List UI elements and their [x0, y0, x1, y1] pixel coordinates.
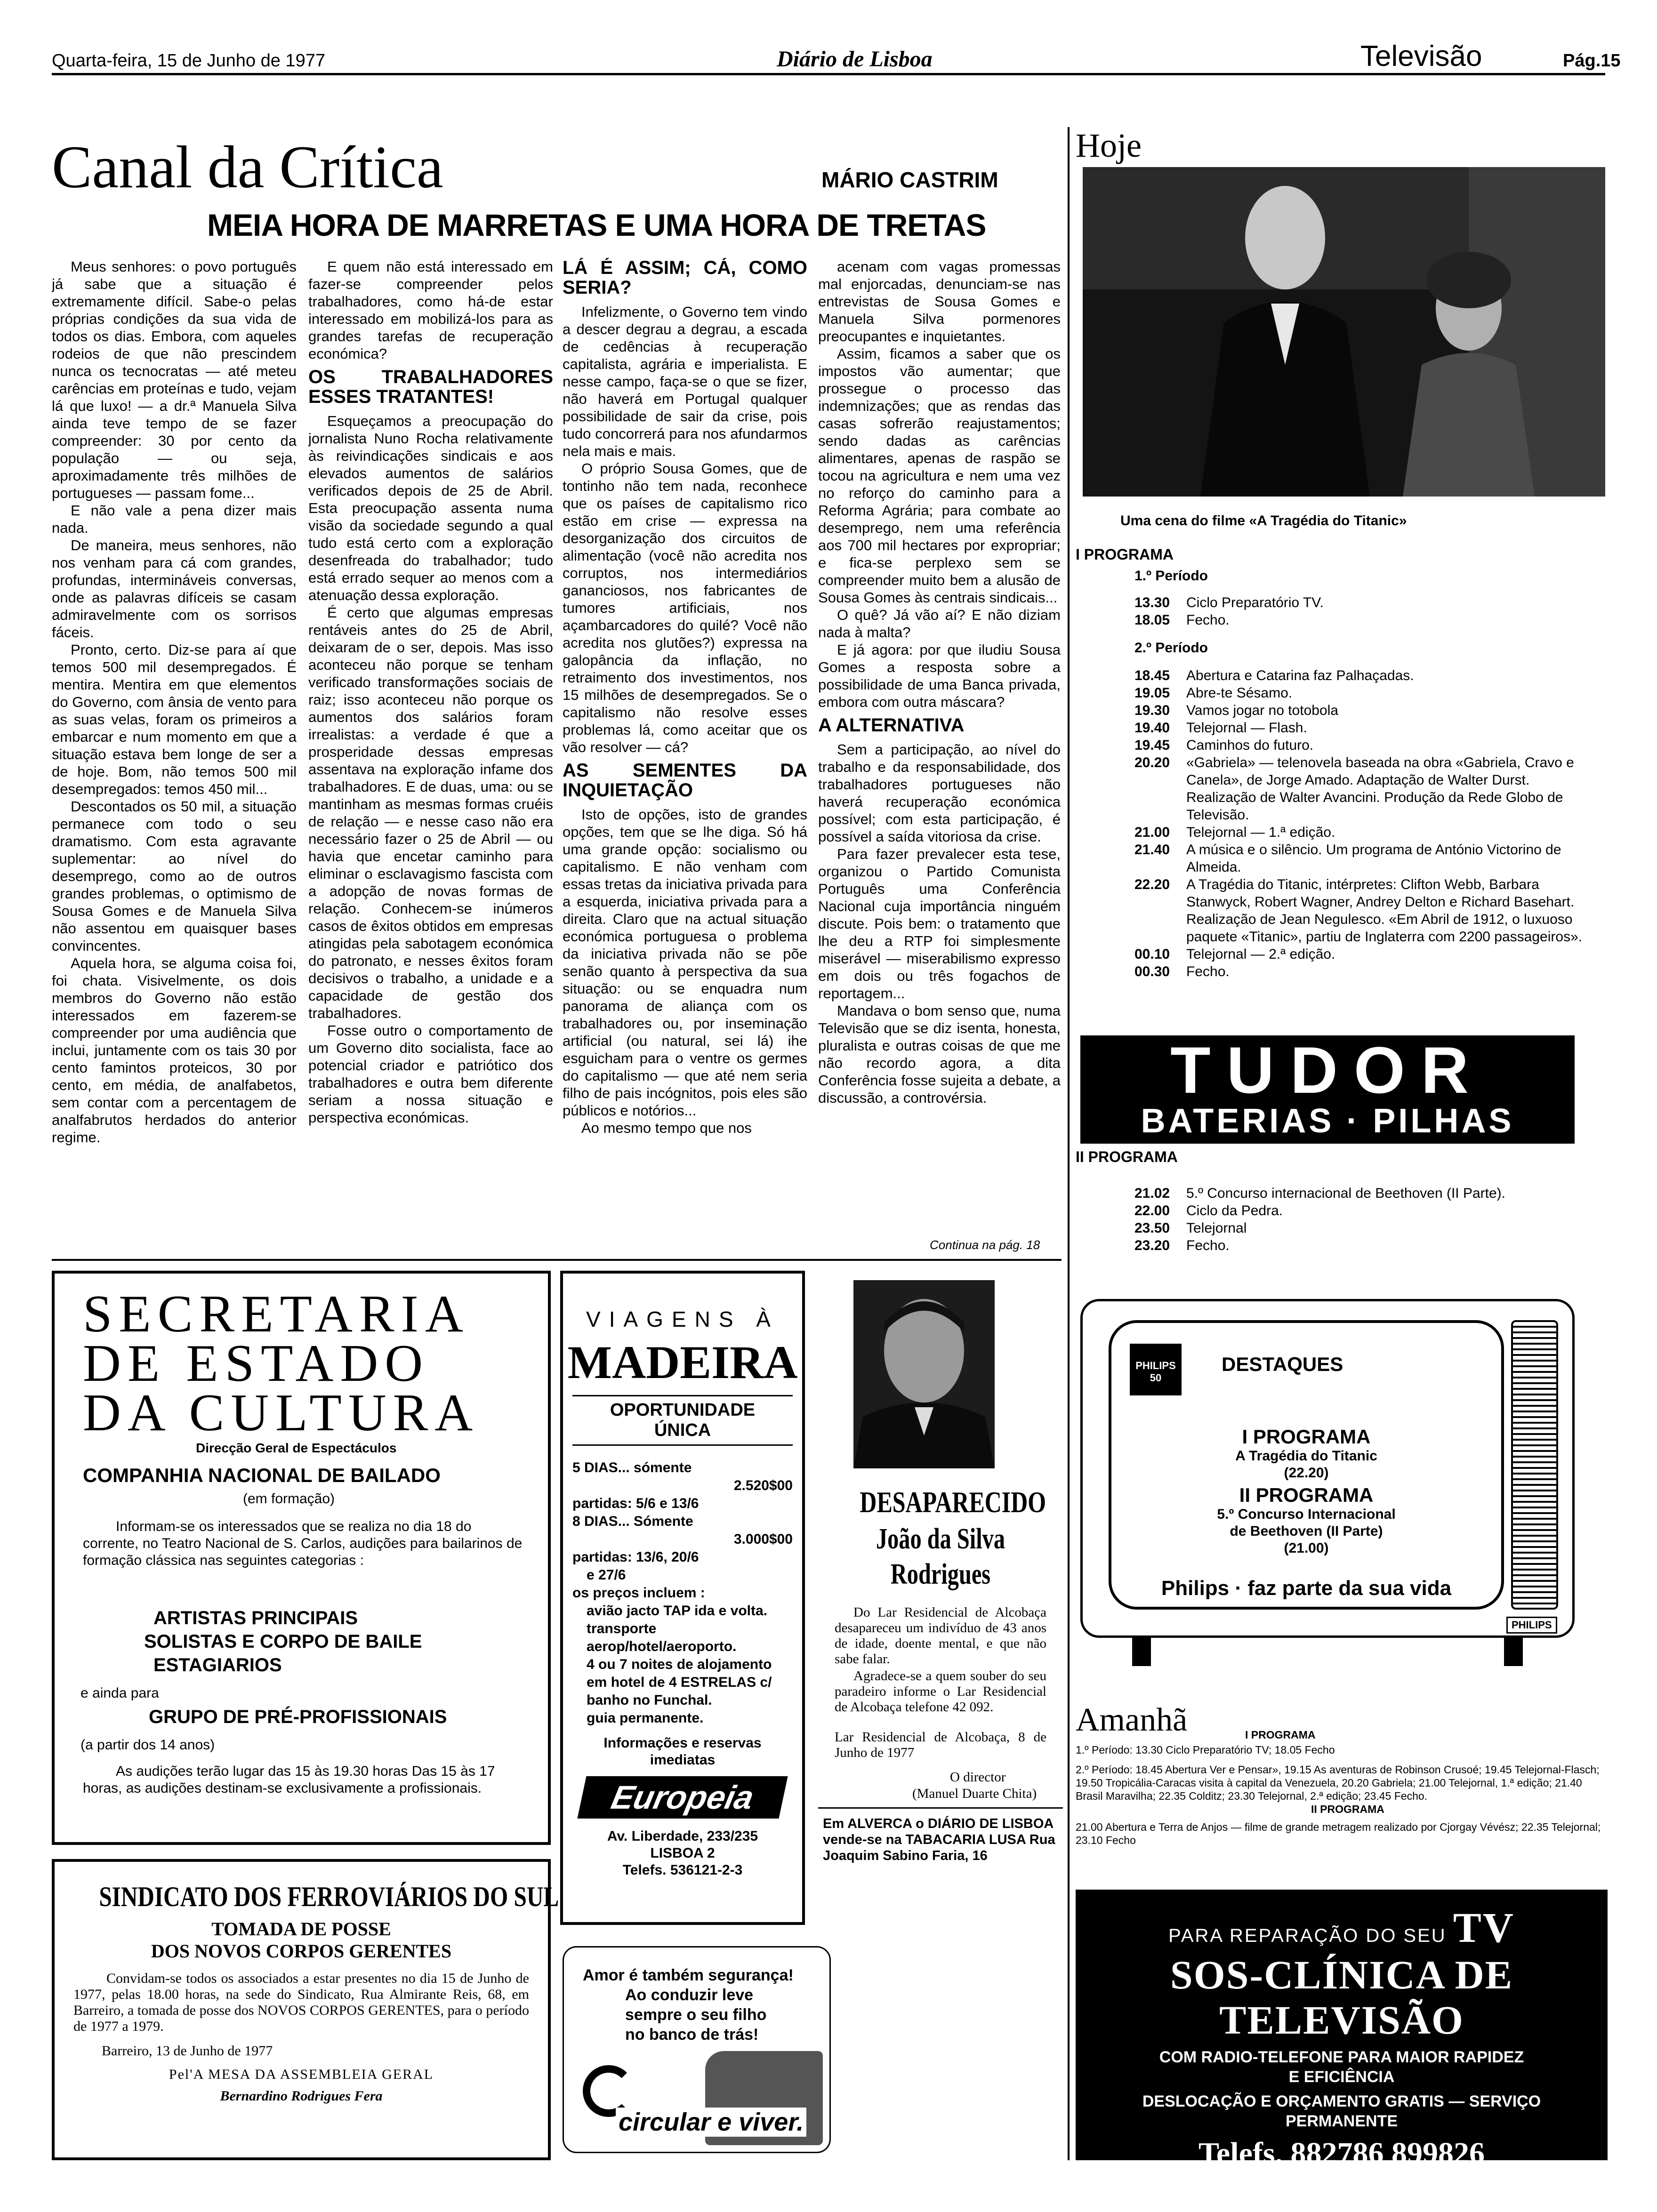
- schedule-row: 18.45 Abertura e Catarina faz Palhaçadas.: [1134, 668, 1414, 683]
- viagens-details: 5 DIAS... sómente 2.520$00 partidas: 5/6 e 13/6 8 DIAS... Sómente 3.000$00 partidas: 13/6, 20/6 e 27/6 os preços incluem : avião jacto TAP ida e volta. transporte aerop/hotel/aeroporto. 4 ou 7 noites de alojamento em hotel de 4 ESTRELAS c/ banho no Funchal. guia permanente.: [572, 1460, 793, 1726]
- article-column-3: [563, 258, 807, 1237]
- paragraph: Meus senhores: o povo português já sabe que a situação é extremamente difícil. Sabe-o pelas próprias condições da sua vida de todos os dias. Embora, com aqueles rodeios de que não prescindem nunca os tecnocratas — até meteu carências em proteínas e tudo, vejam lá que luxo! — a dr.ª Manuela Silva ainda teve tempo de se fazer compreender: 30 por cento da população — ou seja, aproximadamente três milhões de portugueses — passam fome...: [52, 258, 297, 501]
- tudor-products: BATERIAS · PILHAS: [1141, 1102, 1514, 1140]
- program-title: I PROGRAMA: [1076, 546, 1174, 563]
- paragraph: De maneira, meus senhores, não nos venham para cá com grandes, profundas, intermináveis conversas, onde as palavras difíceis se casam admiravelmente com os sorrisos fáceis.: [52, 537, 297, 641]
- paragraph: Pronto, certo. Diz-se para aí que temos 500 mil desempregados. É mentira. Mentira em que elementos do Governo, com ânsia de vento para as suas velas, foram os primeiros a embarcar e num momento em que a situação estava bem longe de ser a de hoje. Bom, não temos 500 mil desempregados: temos 450 mil...: [52, 641, 297, 797]
- philips-tv-ad: [1080, 1299, 1575, 1675]
- paragraph: E já agora: por que iludiu Sousa Gomes a resposta sobre a possibilidade de uma Banca privada, embora com outra máscara?: [818, 641, 1061, 710]
- schedule-row: 21.02 5.º Concurso internacional de Beethoven (II Parte).: [1134, 1186, 1506, 1201]
- paragraph: Infelizmente, o Governo tem vindo a descer degrau a degrau, a escada de cedências à recuperação capitalista, agrária e imperialista. E nesse campo, faça-se o que se fizer, não haverá em Portugal qualquer possibilidade de sair da crise, pois tudo concorrerá para nos afundarmos nela mais e mais.: [563, 304, 807, 459]
- philips-badge: PHILIPS 50: [1130, 1344, 1182, 1395]
- period-title: 2.º Período: [1134, 640, 1208, 656]
- alverca-notice: Em ALVERCA o DIÁRIO DE LISBOA vende-se na TABACARIA LUSA Rua Joaquim Sabino Faria, 16: [823, 1816, 1055, 1863]
- paragraph: Ao mesmo tempo que nos: [581, 1120, 752, 1136]
- paragraph: Mandava o bom senso que, numa Televisão que se diz isenta, honesta, pluralista e outras coisas de que me não recordo agora, a dita Conferência fosse sujeita a debate, a discussão, a controvérsia.: [818, 1002, 1061, 1106]
- film-still-image: [1083, 167, 1605, 497]
- sos-phone: Telefs. 882786 899826: [1198, 2136, 1485, 2171]
- photo-caption: Uma cena do filme «A Tragédia do Titanic»: [1120, 513, 1407, 529]
- seguranca-ad: Amor é também segurança! Ao conduzir leve sempre o seu filho no banco de trás! circular e viver.: [563, 1946, 831, 2153]
- section-name: Televisão: [1360, 40, 1482, 72]
- schedule-row: 21.00 Telejornal — 1.ª edição.: [1134, 825, 1335, 840]
- tv-leg-left: [1132, 1638, 1151, 1666]
- schedule-row: 19.45 Caminhos do futuro.: [1134, 737, 1314, 753]
- subheading: A ALTERNATIVA: [818, 715, 965, 736]
- paragraph: O próprio Sousa Gomes, que de tontinho não tem nada, reconhece que os países de capitalismo rico estão em crise — expressa na desorganização dos circuitos de alimentação (você não acredita nos corruptos, nos intermediários gananciosos, nos fabricantes de tumores artificiais, nos açambarcadores do quilé? Você não acredita nos glutões?) expressa na galopância da inflação, no retraimento dos investimentos, nos 15 milhões de desempregados. Se o capitalismo não resolve esses problemas lá, como aceitar que os vão resolver — cá?: [563, 460, 807, 755]
- schedule-row: 19.30 Vamos jogar no totobola: [1134, 703, 1338, 718]
- schedule-row: 23.50 Telejornal: [1134, 1220, 1247, 1236]
- destaques-block: I PROGRAMA A Tragédia do Titanic (22.20) II PROGRAMA 5.º Concurso Internacional de Beethoven (II Parte) (21.00): [1217, 1426, 1396, 1556]
- hoje-heading: Hoje: [1076, 127, 1142, 164]
- secretaria-ad: SECRETARIA DE ESTADO DA CULTURA Direcção Geral de Espectáculos COMPANHIA NACIONAL DE BAILADO (em formação) Informam-se os interessados que se realiza no dia 18 do corrente, no Teatro Nacional de S. Carlos, audições para bailarinos de formação clássica nas seguintes categorias : ARTISTAS PRINCIPAIS SOLISTAS E CORPO DE BAILE ESTAGIARIOS e ainda para GRUPO DE PRÉ-PROFISSIONAIS (a partir dos 14 anos) As audições terão lugar das 15 às 19.30 horas Das 15 às 17 horas, as audições destinam-se exclusivamente a profissionais.: [52, 1271, 551, 1845]
- subheading: AS SEMENTES DA INQUIETAÇÃO: [563, 760, 807, 801]
- paragraph: Fosse outro o comportamento de um Governo dito socialista, face ao potencial criador e patriótico dos trabalhadores e outra bem diferente seriam a nossa situação e perspectiva económicas.: [308, 1022, 553, 1126]
- schedule-row: 00.10 Telejornal — 2.ª edição.: [1134, 946, 1335, 962]
- amanha-heading: Amanhã: [1076, 1702, 1188, 1738]
- program-title: II PROGRAMA: [1076, 1148, 1178, 1165]
- viagens-address: Av. Liberdade, 233/235 LISBOA 2 Telefs. 536121-2-3: [607, 1828, 758, 1878]
- philips-slogan: Philips · faz parte da sua vida: [1161, 1577, 1452, 1600]
- subheading: LÁ É ASSIM; CÁ, COMO SERIA?: [563, 258, 807, 298]
- tv-column-divider: [1068, 127, 1070, 2160]
- tudor-ad: [1080, 1035, 1575, 1144]
- europeia-logo: Europeia: [577, 1776, 788, 1819]
- paragraph: Para fazer prevalecer esta tese, organizou o Partido Comunista Português uma Conferência Nacional cuja importância ninguém discute. Pois bem: o tratamento que lhe deu a RTP foi simplesmente miserável — miserabilismo expresso em dois ou três fogachos de reportagem...: [818, 846, 1061, 1002]
- column-title: Canal da Crítica: [52, 134, 443, 200]
- paragraph: É certo que algumas empresas rentáveis antes do 25 de Abril, deixaram de o ser, depois. Mas isso aconteceu não porque se tenham verificado transformações sociais de raiz; isso aconteceu não porque os aumentos dos salários foram irrealistas: a verdade é que a prosperidade dessas empresas assentava na exploração infame dos trabalhadores. E de duas, uma: ou se mantinham as mesmas formas cruéis de relação — e nesse caso não era necessário fazer o 25 de Abril — ou havia que encetar caminho para eliminar o esclavagismo fascista com a adopção de novas formas de relação. Conhecem-se inúmeros casos de êxitos obtidos em empresas atingidas pela sabotagem económica do patronato, e nesses êxitos foram decisivos o trabalho, a unidade e a capacidade de gestão dos trabalhadores.: [308, 604, 553, 1021]
- titanic-photo: [1083, 167, 1605, 497]
- schedule-list: [1134, 1185, 1601, 1254]
- article-column-4: [818, 258, 1061, 1213]
- schedule-row: 22.20 A Tragédia do Titanic, intérpretes: Clifton Webb, Barbara Stanwyck, Robert Wagner, Andrey Delton e Richard Basehart. Realização de Jean Negulesco. «Em Abril de 1912, o luxuoso paquete «Titanic», partiu de Inglaterra com 2200 passageiros».: [1134, 877, 1583, 945]
- sindicato-ad: SINDICATO DOS FERROVIÁRIOS DO SUL TOMADA DE POSSE DOS NOVOS CORPOS GERENTES Convidam-se todos os associados a estar presentes no dia 15 de Junho de 1977, pelas 18.00 horas, na sede do Sindicato, Rua Almirante Reis, 68, em Barreiro, a tomada de posse dos NOVOS CORPOS GERENTES, para o período de 1977 a 1979. Barreiro, 13 de Junho de 1977 Pel'A MESA DA ASSEMBLEIA GERAL Bernardino Rodrigues Fera: [52, 1859, 551, 2160]
- sos-top-line: PARA REPARAÇÃO DO SEU TV: [1168, 1905, 1515, 1951]
- issue-date: Quarta-feira, 15 de Junho de 1977: [52, 51, 325, 71]
- tv-leg-right: [1504, 1638, 1523, 1666]
- schedule-row: 20.20 «Gabriela» — telenovela baseada na obra «Gabriela, Cravo e Canela», de Jorge Amado. Adaptação de Walter Durst. Realização de Walter Avancini. Produção da Rede Globo de Televisão.: [1134, 755, 1574, 823]
- paragraph: Descontados os 50 mil, a situação permanece com todo o seu dramatismo. Com esta agravante suplementar: ao nível do desemprego, como ao de outros grandes problemas, o optimismo de Sousa Gomes e de Manuela Silva não assentou em quaisquer bases convincentes.: [52, 798, 297, 954]
- page-number: Pág.15: [1563, 51, 1621, 71]
- schedule-row: 00.30 Fecho.: [1134, 964, 1230, 979]
- continued-note: Continua na pág. 18: [930, 1238, 1040, 1252]
- schedule-row: 18.05 Fecho.: [1134, 612, 1230, 628]
- amanha-listing: I PROGRAMA 1.º Período: 13.30 Ciclo Preparatório TV; 18.05 Fecho 2.º Período: 18.45 Abertura Ver e Pensar», 19.15 As aventuras de Robinson Crusoé; 19.45 Telejornal-Flasch; 19.50 Tropicália-Caracas visita à capital da Venezuela, 20.20 Gabriela; 21.00 Telejornal, 1.ª edição; 21.40 Brasil Maravilha; 22.35 Colditz; 23.30 Telejornal, 2.ª edição; 23.45 Fecho. II PROGRAMA 21.00 Abertura e Terra de Anjos — filme de grande metragem realizado por Cjorgay Vévész; 22.35 Telejornal; 23.10 Fecho: [1076, 1729, 1601, 1846]
- sos-title: SOS-CLÍNICA DE TELEVISÃO: [1170, 1952, 1513, 2043]
- missing-person-photo: [853, 1280, 995, 1468]
- divider: [818, 1807, 1063, 1809]
- article-column-1: [52, 258, 297, 1237]
- schedule-row: 22.00 Ciclo da Pedra.: [1134, 1203, 1283, 1218]
- tv-control-panel: [1511, 1320, 1558, 1610]
- schedule-list: [1134, 594, 1608, 629]
- destaques-title: DESTAQUES: [1222, 1353, 1343, 1375]
- paragraph: E quem não está interessado em fazer-se compreender pelos trabalhadores, como há-de estar interessado em mobilizá-los para as grandes tarefas de recuperação económica?: [308, 258, 553, 362]
- viagens-ad: VIAGENS À MADEIRA OPORTUNIDADE ÚNICA 5 DIAS... sómente 2.520$00 partidas: 5/6 e 13/6 8 DIAS... Sómente 3.000$00 partidas: 13/6, 20/6 e 27/6 os preços incluem : avião jacto TAP ida e volta. transporte aerop/hotel/aeroporto. 4 ou 7 noites de alojamento em hotel de 4 ESTRELAS c/ banho no Funchal. guia permanente. Informações e reservas imediatas Europeia Av. Liberdade, 233/235 LISBOA 2 Telefs. 536121-2-3: [560, 1271, 805, 1925]
- schedule-row: 21.40 A música e o silêncio. Um programa de António Victorino de Almeida.: [1134, 842, 1561, 875]
- campaign-logo: circular e viver.: [616, 2108, 806, 2137]
- sos-tv-ad: PARA REPARAÇÃO DO SEU TV SOS-CLÍNICA DE TELEVISÃO COM RADIO-TELEFONE PARA MAIOR RAPIDEZ E EFICIÊNCIA DESLOCAÇÃO E ORÇAMENTO GRATIS — SERVIÇO PERMANENTE Telefs. 882786 899826 Avenida S. João de Deus, 13-B - Rua Macau, 8: [1076, 1890, 1608, 2160]
- schedule-list: [1134, 667, 1601, 980]
- paragraph: Aquela hora, se alguma coisa foi, foi chata. Visivelmente, os dois membros do Governo não estão interessados em fazerem-se compreender por uma audiência que inclui, juntamente com os tais 30 por cento famintos proteicos, 30 por cento, em média, de analfabetos, sem contar com a percentagem de analfabrutos herdados do anterior regime.: [52, 955, 297, 1146]
- viagens-oportunidade: OPORTUNIDADE ÚNICA: [572, 1395, 793, 1446]
- paragraph: Esqueçamos a preocupação do jornalista Nuno Rocha relativamente às reivindicações sindicais e aos elevados aumentos de salários verificados depois de 25 de Abril. Esta preocupação assenta numa visão da sociedade segundo a qual tudo está certo com a exploração desenfreada do trabalhador; tudo está errado sequer ao menos com a atenuação dessa exploração.: [308, 413, 553, 603]
- paragraph: Sem a participação, ao nível do trabalho e da responsabilidade, dos trabalhadores portugueses não haverá recuperação económica possível; com esta participação, é possível a saída vitoriosa da crise.: [818, 741, 1061, 845]
- paragraph: E não vale a pena dizer mais nada.: [52, 502, 297, 536]
- masthead: Diário de Lisboa: [777, 47, 933, 72]
- philips-logo: PHILIPS: [1506, 1617, 1557, 1634]
- headline: MEIA HORA DE MARRETAS E UMA HORA DE TRETAS: [207, 208, 986, 242]
- schedule-row: 19.05 Abre-te Sésamo.: [1134, 685, 1293, 701]
- paragraph: O quê? Já vão aí? E não diziam nada à malta?: [818, 607, 1061, 641]
- author-byline: MÁRIO CASTRIM: [821, 168, 998, 192]
- paragraph: Assim, ficamos a saber que os impostos vão aumentar; que prossegue o processo das indemnizações; que as rendas das casas sofrerão reajustamentos; sendo dadas as carências alimentares, apenas de raspão se tocou na agricultura e nem uma vez no reforço do caminho para a Reforma Agrária; para combate ao desemprego, nem uma referência aos 700 mil hectares por expropriar; e fica-se perplexo sem se compreender muito bem a alusão de Sousa Gomes às centrais sindicais...: [818, 345, 1061, 606]
- schedule-row: 23.20 Fecho.: [1134, 1238, 1230, 1253]
- article-bottom-rule: [52, 1259, 1062, 1261]
- tudor-brand: TUDOR: [1170, 1033, 1485, 1107]
- article-column-2: [308, 258, 553, 1237]
- tv-program-1: [1076, 546, 1608, 980]
- paragraph: acenam com vagas promessas mal enjorcadas, denunciam-se nas entrevistas de Sousa Gomes e Manuela Silva pormenores preocupantes e inquietantes.: [818, 258, 1061, 345]
- period-title: 1.º Período: [1134, 568, 1208, 584]
- desaparecido-ad: DESAPARECIDO João da Silva Rodrigues Do Lar Residencial de Alcobaça desapareceu um indivíduo de 43 anos de idade, doente mental, e que não sabe falar. Agradece-se a quem souber do seu paradeiro informe o Lar Residencial de Alcobaça telefone 42 092. Lar Residencial de Alcobaça, 8 de Junho de 1977 O director (Manuel Duarte Chita) Em ALVERCA o DIÁRIO DE LISBOA vende-se na TABACARIA LUSA Rua Joaquim Sabino Faria, 16: [818, 1271, 1063, 1873]
- paragraph: Isto de opções, isto de grandes opções, tem que se lhe diga. Só há uma grande opção: socialismo ou capitalismo. E não venham com essas tretas da iniciativa privada para a esquerda, iniciativa privada para a direita. Claro que na actual situação económica portuguesa o problema da iniciativa privada não se põe senão quanto à perspectiva da sua situação: ou se enquadra num panorama de aliança com os trabalhadores ou, por inseminação artificial (ou natural, sei lá) ihe esguicham para o ventre os germes do capitalismo — que até nem seria filho de pais incógnitos, pois eles são públicos e notórios...: [563, 806, 807, 1119]
- schedule-row: 19.40 Telejornal — Flash.: [1134, 720, 1307, 736]
- tv-program-2: [1076, 1148, 1608, 1254]
- portrait-image: [853, 1280, 995, 1468]
- page-header: [52, 40, 1621, 75]
- schedule-row: 13.30 Ciclo Preparatório TV.: [1134, 595, 1324, 610]
- subheading: OS TRABALHADORES ESSES TRATANTES!: [308, 367, 553, 407]
- sos-tv: TV: [1453, 1905, 1515, 1951]
